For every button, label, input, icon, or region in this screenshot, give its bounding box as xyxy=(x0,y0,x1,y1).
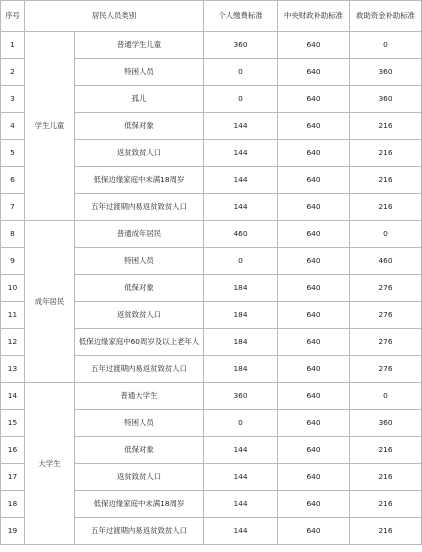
cell-seq: 16 xyxy=(1,437,25,464)
cell-individual: 184 xyxy=(204,329,278,356)
cell-central: 640 xyxy=(278,329,350,356)
header-central-subsidy: 中央财政补助标准 xyxy=(278,1,350,32)
cell-central: 640 xyxy=(278,275,350,302)
header-aid-subsidy: 救助资金补助标准 xyxy=(350,1,422,32)
cell-central: 640 xyxy=(278,167,350,194)
cell-subcategory: 五年过渡期内易返贫致贫人口 xyxy=(75,356,204,383)
cell-seq: 2 xyxy=(1,59,25,86)
cell-subcategory: 五年过渡期内易返贫致贫人口 xyxy=(75,518,204,545)
cell-aid: 216 xyxy=(350,464,422,491)
cell-aid: 360 xyxy=(350,59,422,86)
cell-central: 640 xyxy=(278,86,350,113)
cell-aid: 276 xyxy=(350,302,422,329)
cell-seq: 7 xyxy=(1,194,25,221)
group-label-adult-residents: 成年居民 xyxy=(25,221,75,383)
cell-individual: 144 xyxy=(204,464,278,491)
cell-subcategory: 低保边缘家庭中60周岁及以上老年人 xyxy=(75,329,204,356)
cell-central: 640 xyxy=(278,221,350,248)
cell-subcategory: 低保对象 xyxy=(75,275,204,302)
cell-aid: 360 xyxy=(350,410,422,437)
cell-individual: 0 xyxy=(204,86,278,113)
cell-central: 640 xyxy=(278,518,350,545)
cell-aid: 360 xyxy=(350,86,422,113)
cell-individual: 360 xyxy=(204,32,278,59)
cell-aid: 216 xyxy=(350,491,422,518)
cell-individual: 144 xyxy=(204,140,278,167)
table-header-row xyxy=(1,1,422,32)
cell-subcategory: 孤儿 xyxy=(75,86,204,113)
cell-seq: 1 xyxy=(1,32,25,59)
cell-aid: 216 xyxy=(350,167,422,194)
cell-aid: 216 xyxy=(350,194,422,221)
cell-central: 640 xyxy=(278,248,350,275)
header-category: 居民人员类别 xyxy=(25,1,204,32)
cell-subcategory: 低保边缘家庭中未满18周岁 xyxy=(75,491,204,518)
cell-aid: 0 xyxy=(350,383,422,410)
cell-subcategory: 返贫致贫人口 xyxy=(75,302,204,329)
cell-seq: 11 xyxy=(1,302,25,329)
cell-seq: 4 xyxy=(1,113,25,140)
cell-subcategory: 低保边缘家庭中未满18周岁 xyxy=(75,167,204,194)
cell-seq: 6 xyxy=(1,167,25,194)
cell-seq: 3 xyxy=(1,86,25,113)
cell-subcategory: 低保对象 xyxy=(75,113,204,140)
cell-aid: 216 xyxy=(350,518,422,545)
cell-individual: 184 xyxy=(204,356,278,383)
cell-central: 640 xyxy=(278,194,350,221)
cell-subcategory: 特困人员 xyxy=(75,410,204,437)
cell-seq: 18 xyxy=(1,491,25,518)
cell-seq: 9 xyxy=(1,248,25,275)
cell-subcategory: 返贫致贫人口 xyxy=(75,464,204,491)
cell-aid: 276 xyxy=(350,356,422,383)
cell-subcategory: 特困人员 xyxy=(75,248,204,275)
header-individual-payment: 个人缴费标准 xyxy=(204,1,278,32)
cell-individual: 0 xyxy=(204,59,278,86)
group-label-college-students: 大学生 xyxy=(25,383,75,545)
cell-individual: 184 xyxy=(204,275,278,302)
cell-central: 640 xyxy=(278,410,350,437)
cell-subcategory: 低保对象 xyxy=(75,437,204,464)
cell-individual: 144 xyxy=(204,167,278,194)
cell-individual: 460 xyxy=(204,221,278,248)
group-label-students-children: 学生儿童 xyxy=(25,32,75,221)
cell-seq: 8 xyxy=(1,221,25,248)
header-seq: 序号 xyxy=(1,1,25,32)
cell-central: 640 xyxy=(278,140,350,167)
cell-aid: 216 xyxy=(350,113,422,140)
cell-central: 640 xyxy=(278,113,350,140)
cell-subcategory: 普通成年居民 xyxy=(75,221,204,248)
cell-central: 640 xyxy=(278,356,350,383)
cell-central: 640 xyxy=(278,383,350,410)
cell-aid: 276 xyxy=(350,329,422,356)
cell-central: 640 xyxy=(278,464,350,491)
cell-seq: 19 xyxy=(1,518,25,545)
cell-seq: 14 xyxy=(1,383,25,410)
cell-individual: 144 xyxy=(204,518,278,545)
cell-seq: 10 xyxy=(1,275,25,302)
cell-individual: 144 xyxy=(204,113,278,140)
cell-individual: 0 xyxy=(204,248,278,275)
cell-seq: 17 xyxy=(1,464,25,491)
cell-seq: 15 xyxy=(1,410,25,437)
cell-central: 640 xyxy=(278,32,350,59)
cell-individual: 184 xyxy=(204,302,278,329)
cell-aid: 0 xyxy=(350,32,422,59)
cell-aid: 276 xyxy=(350,275,422,302)
cell-central: 640 xyxy=(278,491,350,518)
table-row xyxy=(1,32,422,59)
cell-subcategory: 普通学生儿童 xyxy=(75,32,204,59)
cell-subcategory: 五年过渡期内易返贫致贫人口 xyxy=(75,194,204,221)
cell-central: 640 xyxy=(278,59,350,86)
cell-subcategory: 普通大学生 xyxy=(75,383,204,410)
cell-subcategory: 返贫致贫人口 xyxy=(75,140,204,167)
cell-central: 640 xyxy=(278,302,350,329)
cell-individual: 0 xyxy=(204,410,278,437)
cell-aid: 216 xyxy=(350,437,422,464)
cell-aid: 460 xyxy=(350,248,422,275)
cell-seq: 5 xyxy=(1,140,25,167)
cell-subcategory: 特困人员 xyxy=(75,59,204,86)
cell-individual: 144 xyxy=(204,437,278,464)
cell-seq: 12 xyxy=(1,329,25,356)
cell-central: 640 xyxy=(278,437,350,464)
cell-individual: 144 xyxy=(204,194,278,221)
cell-aid: 216 xyxy=(350,140,422,167)
cell-seq: 13 xyxy=(1,356,25,383)
cell-individual: 360 xyxy=(204,383,278,410)
cell-individual: 144 xyxy=(204,491,278,518)
cell-aid: 0 xyxy=(350,221,422,248)
table-row xyxy=(1,221,422,248)
table-row xyxy=(1,383,422,410)
